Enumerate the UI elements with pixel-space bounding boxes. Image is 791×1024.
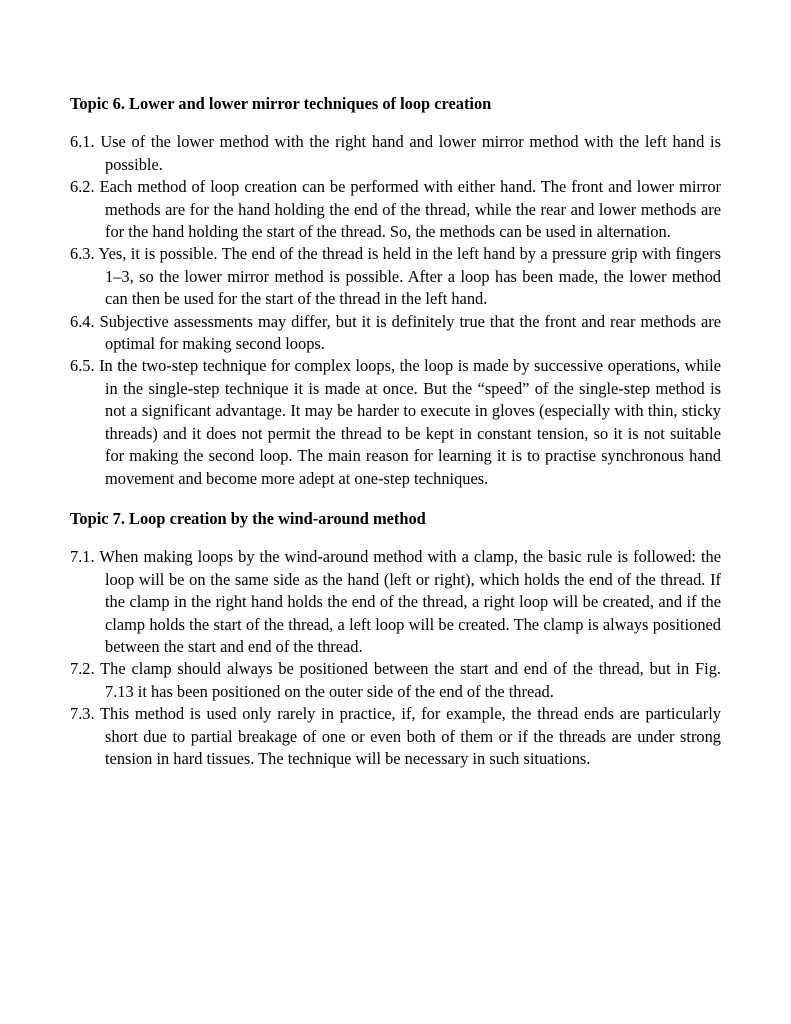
item-text: The clamp should always be positioned between the start and end of the thread, but in Fig. 7.13 it has been positioned on the outer side of the end of the thread. bbox=[100, 659, 721, 701]
list-item bbox=[70, 131, 721, 176]
topic-heading: Topic 7. Loop creation by the wind-around method bbox=[70, 508, 426, 528]
topic-7-section bbox=[70, 508, 721, 770]
item-number: 6.3. bbox=[70, 244, 95, 264]
item-number: 6.2. bbox=[70, 177, 95, 197]
item-text: Subjective assessments may differ, but it is definitely true that the front and rear methods are optimal for making second loops. bbox=[99, 311, 721, 354]
list-item bbox=[70, 311, 721, 356]
document-page bbox=[70, 93, 721, 770]
item-text: This method is used only rarely in practice, if, for example, the thread ends are particularly short due to partial breakage of one or even both of them or if the threads are under strong tension in hard tissues. The technique will be necessary in such situations. bbox=[100, 704, 721, 768]
list-item bbox=[70, 703, 721, 770]
item-text: In the two-step technique for complex loops, the loop is made by successive operations, while in the single-step technique it is made at once. But the “speed” of the single-step method is not a significant advantage. It may be harder to execute in gloves (especially with thin, sticky threads) and it does not permit the thread to be kept in constant tension, so it is not suitable for making the second loop. The main reason for learning it is to practise synchronous hand movement and become more adept at one-step techniques. bbox=[99, 356, 721, 488]
list-item bbox=[70, 176, 721, 243]
topic-heading: Topic 6. Lower and lower mirror techniques of loop creation bbox=[70, 94, 492, 113]
item-text: When making loops by the wind-around method with a clamp, the basic rule is followed: the loop will be on the same side as the hand (left or right), which holds the end of the thread. If the clamp in the right hand holds the end of the thread, a right loop will be created, and if the clamp holds the start of the thread, a left loop will be created. The clamp is always positioned between the start and end of the thread. bbox=[99, 547, 721, 656]
list-item bbox=[70, 546, 721, 658]
item-number: 7.2. bbox=[70, 659, 95, 679]
item-number: 7.1. bbox=[70, 547, 95, 567]
topic-6-section bbox=[70, 93, 721, 490]
list-item bbox=[70, 658, 721, 703]
item-number: 6.1. bbox=[70, 132, 95, 152]
item-number: 7.3. bbox=[70, 704, 95, 724]
item-number: 6.4. bbox=[70, 311, 95, 331]
item-text: Use of the lower method with the right hand and lower mirror method with the left hand is possible. bbox=[100, 132, 721, 174]
item-number: 6.5. bbox=[70, 356, 95, 376]
item-text: Each method of loop creation can be performed with either hand. The front and lower mirror methods are for the hand holding the end of the thread, while the rear and lower methods are for the hand holding the start of the thread. So, the methods can be used in alternation. bbox=[99, 177, 721, 242]
list-item bbox=[70, 355, 721, 489]
list-item bbox=[70, 243, 721, 310]
item-text: Yes, it is possible. The end of the thread is held in the left hand by a pressure grip with fingers 1–3, so the lower mirror method is possible. After a loop has been made, the lower method can then be used for the start of the thread in the left hand. bbox=[98, 244, 721, 309]
